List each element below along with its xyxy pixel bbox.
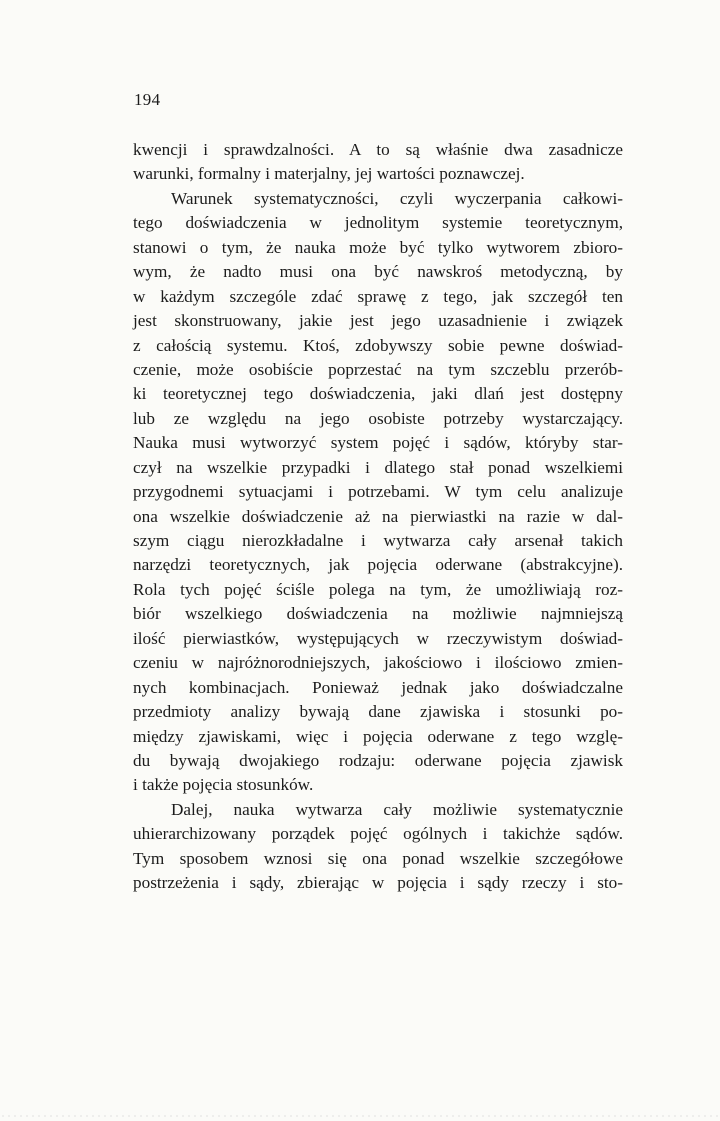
text-line: du bywają dwojakiego rodzaju: oderwane pojęcia zjawisk [133, 750, 623, 770]
text-line: przedmioty analizy bywają dane zjawiska i stosunki po- [133, 702, 623, 722]
text-line: w każdym szczególe zdać sprawę z tego, jak szczegół ten [133, 286, 623, 306]
text-line: kwencji i sprawdzalności. A to są właśnie dwa zasadnicze [133, 140, 623, 159]
text-line: wym, że nadto musi ona być nawskroś metodyczną, by [133, 262, 623, 282]
text-line: przygodnemi sytuacjami i potrzebami. W tym celu analizuje [133, 482, 623, 502]
text-line: i także pojęcia stosunków. [133, 775, 314, 795]
text-line: stanowi o tym, że nauka może być tylko wytworem zbioro- [133, 237, 623, 257]
text-line: postrzeżenia i sądy, zbierając w pojęcia i sądy rzeczy i sto- [133, 873, 623, 893]
text-line: Dalej, nauka wytwarza cały możliwie systematycznie [171, 799, 623, 819]
body-text [133, 138, 623, 896]
text-line: Nauka musi wytworzyć system pojęć i sądów, któryby star- [133, 433, 623, 453]
text-line: ilość pierwiastków, występujących w rzeczywistym doświad- [133, 628, 623, 648]
text-line: warunki, formalny i materjalny, jej wartości poznawczej. [133, 164, 525, 184]
text-line: Tym sposobem wznosi się ona ponad wszelkie szczegółowe [133, 848, 623, 868]
text-line: czył na wszelkie przypadki i dlatego stał ponad wszelkiemi [133, 457, 623, 477]
text-line: między zjawiskami, więc i pojęcia oderwane z tego wzglę- [133, 726, 623, 746]
text-line: biór wszelkiego doświadczenia na możliwie najmniejszą [133, 604, 623, 624]
text-line: Rola tych pojęć ściśle polega na tym, że umożliwiają roz- [133, 579, 623, 599]
scan-edge-noise [0, 1115, 720, 1117]
text-line: Warunek systematyczności, czyli wyczerpania całkowi- [171, 188, 623, 208]
page-number: 194 [134, 90, 161, 109]
text-line: ki teoretycznej tego doświadczenia, jaki dlań jest dostępny [133, 384, 623, 404]
text-line: jest skonstruowany, jakie jest jego uzasadnienie i związek [133, 311, 623, 331]
text-line: ona wszelkie doświadczenie aż na pierwiastki na razie w dal- [133, 506, 623, 526]
text-line: czeniu w najróżnorodniejszych, jakościowo i ilościowo zmien- [133, 653, 623, 673]
text-line: uhierarchizowany porządek pojęć ogólnych i takichże sądów. [133, 824, 623, 844]
text-line: z całością systemu. Ktoś, zdobywszy sobie pewne doświad- [133, 335, 623, 355]
text-line: lub ze względu na jego osobiste potrzeby wystarczający. [133, 408, 623, 428]
text-line: nych kombinacjach. Ponieważ jednak jako doświadczalne [133, 677, 623, 697]
text-line: narzędzi teoretycznych, jak pojęcia oderwane (abstrakcyjne). [133, 555, 623, 575]
text-line: tego doświadczenia w jednolitym systemie teoretycznym, [133, 213, 623, 233]
text-line: szym ciągu nierozkładalne i wytwarza cały arsenał takich [133, 531, 623, 550]
text-line: czenie, może osobiście poprzestać na tym szczeblu przerób- [133, 359, 623, 379]
